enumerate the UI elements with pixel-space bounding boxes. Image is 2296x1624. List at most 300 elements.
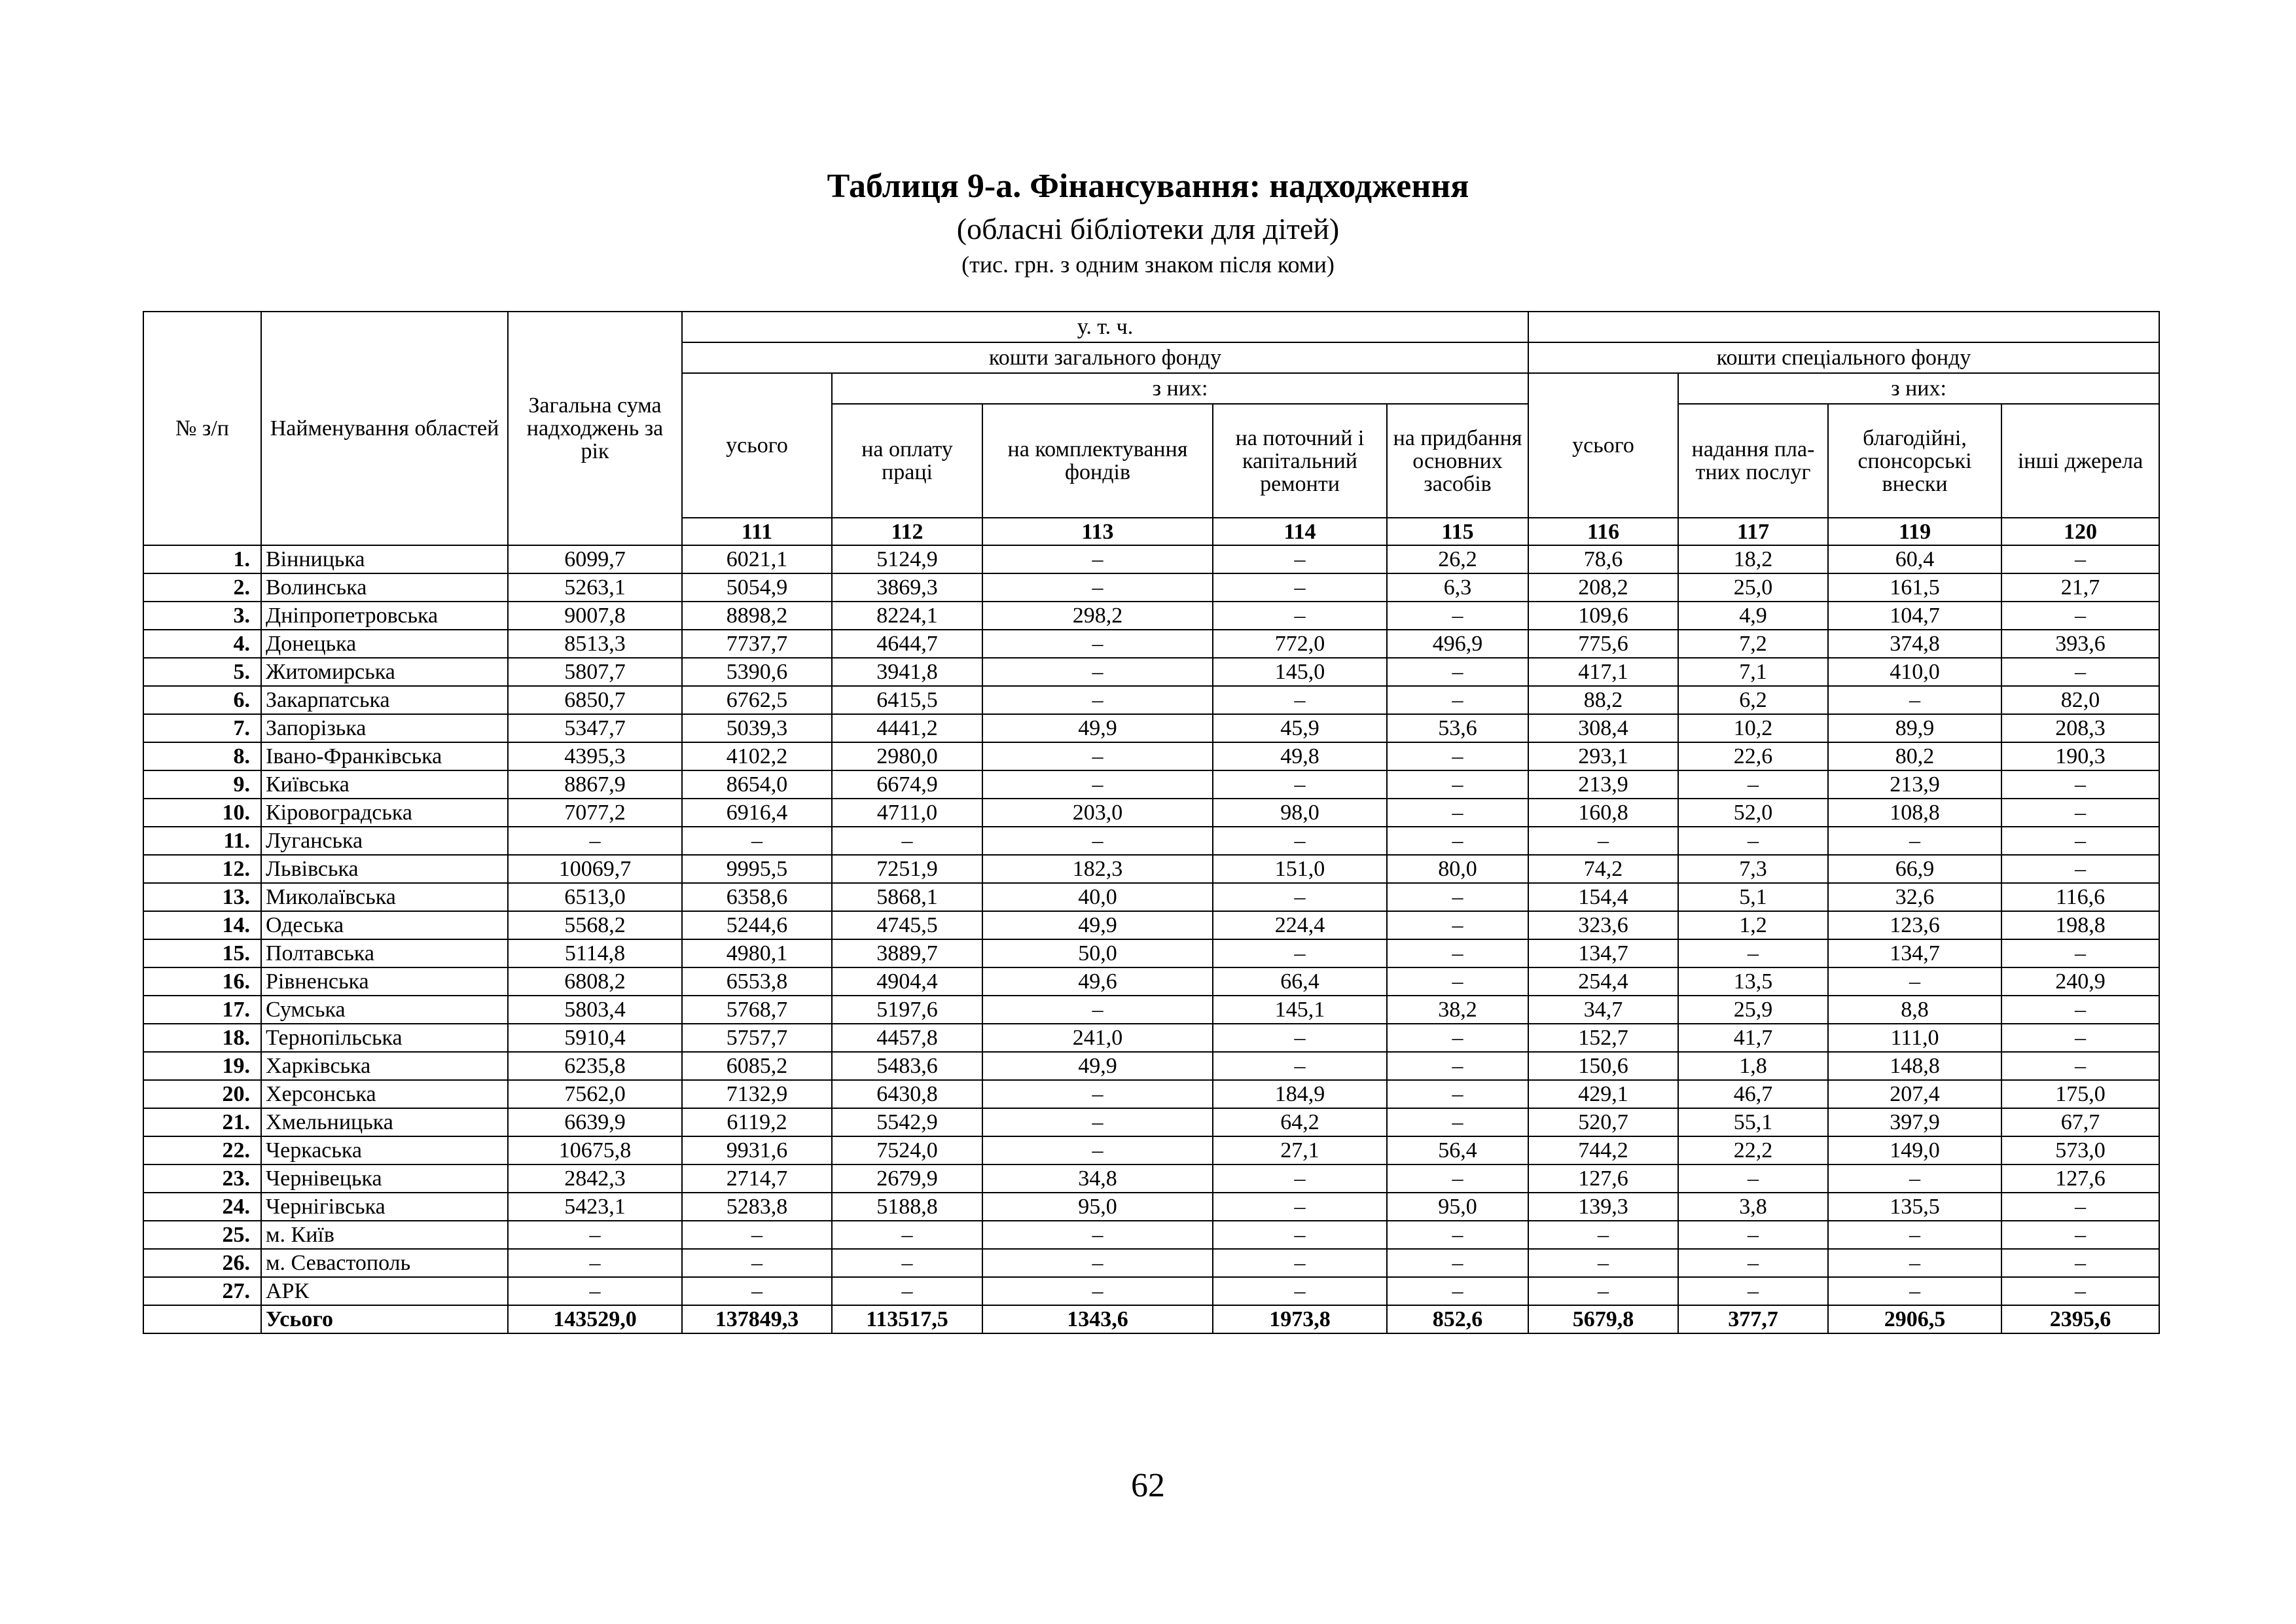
region-name: Миколаївська <box>261 883 508 911</box>
value-cell: 150,6 <box>1528 1052 1678 1080</box>
value-cell: 52,0 <box>1678 799 1828 827</box>
value-cell: 3869,3 <box>832 573 982 602</box>
value-cell: – <box>832 827 982 855</box>
value-cell: 1,2 <box>1678 911 1828 939</box>
value-cell: 4395,3 <box>508 742 682 770</box>
value-cell: 8898,2 <box>682 602 832 630</box>
value-cell: 149,0 <box>1828 1136 2001 1164</box>
row-number: 21. <box>143 1108 261 1136</box>
value-cell: 50,0 <box>982 939 1213 967</box>
header-of-which-special: з них: <box>1678 373 2159 404</box>
value-cell: – <box>1387 883 1528 911</box>
value-cell: 5807,7 <box>508 658 682 686</box>
row-number: 12. <box>143 855 261 883</box>
value-cell: 5868,1 <box>832 883 982 911</box>
table-body <box>143 545 2159 1333</box>
value-cell: 6119,2 <box>682 1108 832 1136</box>
table-row <box>143 545 2159 573</box>
value-cell: 5347,7 <box>508 714 682 742</box>
row-number: 4. <box>143 630 261 658</box>
table-row <box>143 827 2159 855</box>
header-paid-services: надання пла-тних послуг <box>1678 404 1828 518</box>
table-row <box>143 1193 2159 1221</box>
header-name: Найменування областей <box>261 312 508 545</box>
row-number: 15. <box>143 939 261 967</box>
value-cell: 18,2 <box>1678 545 1828 573</box>
table-row <box>143 602 2159 630</box>
value-cell: 8867,9 <box>508 770 682 799</box>
header-salary: на оплату праці <box>832 404 982 518</box>
value-cell: 4102,2 <box>682 742 832 770</box>
value-cell: – <box>508 1277 682 1305</box>
value-cell: 49,9 <box>982 714 1213 742</box>
value-cell: 67,7 <box>2001 1108 2159 1136</box>
value-cell: 4980,1 <box>682 939 832 967</box>
row-number: 22. <box>143 1136 261 1164</box>
value-cell: – <box>682 1277 832 1305</box>
value-cell: 5910,4 <box>508 1024 682 1052</box>
table-header <box>143 312 2159 545</box>
value-cell: 7737,7 <box>682 630 832 658</box>
row-number: 20. <box>143 1080 261 1108</box>
region-name: Луганська <box>261 827 508 855</box>
value-cell: 60,4 <box>1828 545 2001 573</box>
value-cell: – <box>1213 770 1387 799</box>
value-cell: 3889,7 <box>832 939 982 967</box>
region-name: Чернівецька <box>261 1164 508 1193</box>
value-cell: – <box>1213 573 1387 602</box>
region-name: м. Київ <box>261 1221 508 1249</box>
value-cell: 5483,6 <box>832 1052 982 1080</box>
value-cell: – <box>1387 602 1528 630</box>
row-number: 25. <box>143 1221 261 1249</box>
value-cell: 298,2 <box>982 602 1213 630</box>
region-name: Закарпатська <box>261 686 508 714</box>
value-cell: 8224,1 <box>832 602 982 630</box>
value-cell: – <box>1387 686 1528 714</box>
value-cell: 5679,8 <box>1528 1305 1678 1333</box>
row-number <box>143 1305 261 1333</box>
value-cell: – <box>1213 827 1387 855</box>
table-row <box>143 939 2159 967</box>
value-cell: 27,1 <box>1213 1136 1387 1164</box>
value-cell: 213,9 <box>1528 770 1678 799</box>
value-cell: 5768,7 <box>682 996 832 1024</box>
value-cell: 5423,1 <box>508 1193 682 1221</box>
value-cell: – <box>1213 1221 1387 1249</box>
value-cell: 4904,4 <box>832 967 982 996</box>
row-number: 10. <box>143 799 261 827</box>
value-cell: – <box>1387 911 1528 939</box>
row-number: 19. <box>143 1052 261 1080</box>
value-cell: 6,2 <box>1678 686 1828 714</box>
value-cell: 175,0 <box>2001 1080 2159 1108</box>
value-cell: 40,0 <box>982 883 1213 911</box>
value-cell: 134,7 <box>1528 939 1678 967</box>
value-cell: – <box>682 827 832 855</box>
header-general-fund: кошти загального фонду <box>682 342 1528 373</box>
region-name: Сумська <box>261 996 508 1024</box>
value-cell: 7,2 <box>1678 630 1828 658</box>
value-cell: 6674,9 <box>832 770 982 799</box>
value-cell: 4644,7 <box>832 630 982 658</box>
value-cell: 7251,9 <box>832 855 982 883</box>
value-cell: 9995,5 <box>682 855 832 883</box>
value-cell: – <box>982 827 1213 855</box>
row-number: 17. <box>143 996 261 1024</box>
column-code: 114 <box>1213 518 1387 545</box>
value-cell: 9007,8 <box>508 602 682 630</box>
header-special-fund: кошти спеціального фонду <box>1528 342 2159 373</box>
value-cell: 108,8 <box>1828 799 2001 827</box>
value-cell: 64,2 <box>1213 1108 1387 1136</box>
value-cell: 5054,9 <box>682 573 832 602</box>
value-cell: – <box>1828 1164 2001 1193</box>
value-cell: – <box>2001 996 2159 1024</box>
value-cell: – <box>1678 939 1828 967</box>
value-cell: – <box>1387 1052 1528 1080</box>
value-cell: 53,6 <box>1387 714 1528 742</box>
value-cell: 184,9 <box>1213 1080 1387 1108</box>
row-number: 8. <box>143 742 261 770</box>
value-cell: 6085,2 <box>682 1052 832 1080</box>
region-name: Харківська <box>261 1052 508 1080</box>
value-cell: 744,2 <box>1528 1136 1678 1164</box>
value-cell: 116,6 <box>2001 883 2159 911</box>
value-cell: 143529,0 <box>508 1305 682 1333</box>
value-cell: 34,8 <box>982 1164 1213 1193</box>
value-cell: 137849,3 <box>682 1305 832 1333</box>
value-cell: – <box>1213 1249 1387 1277</box>
region-name: Чернігівська <box>261 1193 508 1221</box>
value-cell: – <box>1213 883 1387 911</box>
value-cell: – <box>1828 686 2001 714</box>
region-name: Полтавська <box>261 939 508 967</box>
total-row <box>143 1305 2159 1333</box>
value-cell: 6513,0 <box>508 883 682 911</box>
value-cell: 9931,6 <box>682 1136 832 1164</box>
row-number: 26. <box>143 1249 261 1277</box>
value-cell: 21,7 <box>2001 573 2159 602</box>
value-cell: – <box>2001 770 2159 799</box>
value-cell: 151,0 <box>1213 855 1387 883</box>
value-cell: – <box>982 1136 1213 1164</box>
value-cell: – <box>1678 770 1828 799</box>
header-incl: у. т. ч. <box>682 312 1528 342</box>
value-cell: 6808,2 <box>508 967 682 996</box>
value-cell: 152,7 <box>1528 1024 1678 1052</box>
table-row <box>143 686 2159 714</box>
value-cell: 139,3 <box>1528 1193 1678 1221</box>
value-cell: – <box>1213 602 1387 630</box>
row-number: 2. <box>143 573 261 602</box>
row-number: 1. <box>143 545 261 573</box>
region-name: Івано-Франківська <box>261 742 508 770</box>
header-acquisition: на комплектування фондів <box>982 404 1213 518</box>
value-cell: 5,1 <box>1678 883 1828 911</box>
value-cell: 4711,0 <box>832 799 982 827</box>
value-cell: 6415,5 <box>832 686 982 714</box>
value-cell: – <box>1387 939 1528 967</box>
header-gen-total: усього <box>682 373 832 518</box>
value-cell: 4457,8 <box>832 1024 982 1052</box>
value-cell: 80,2 <box>1828 742 2001 770</box>
region-name: Київська <box>261 770 508 799</box>
table-row <box>143 658 2159 686</box>
region-name: Рівненська <box>261 967 508 996</box>
value-cell: 113517,5 <box>832 1305 982 1333</box>
value-cell: 2842,3 <box>508 1164 682 1193</box>
value-cell: 78,6 <box>1528 545 1678 573</box>
value-cell: – <box>1387 1249 1528 1277</box>
value-cell: 82,0 <box>2001 686 2159 714</box>
table-row <box>143 1024 2159 1052</box>
value-cell: 10069,7 <box>508 855 682 883</box>
value-cell: – <box>2001 1221 2159 1249</box>
value-cell: 240,9 <box>2001 967 2159 996</box>
value-cell: – <box>1213 1277 1387 1305</box>
value-cell: – <box>2001 1277 2159 1305</box>
value-cell: – <box>1387 799 1528 827</box>
value-cell: 6553,8 <box>682 967 832 996</box>
value-cell: 38,2 <box>1387 996 1528 1024</box>
row-number: 27. <box>143 1277 261 1305</box>
table-row <box>143 1249 2159 1277</box>
value-cell: 49,9 <box>982 911 1213 939</box>
value-cell: 6639,9 <box>508 1108 682 1136</box>
header-spec-total: усього <box>1528 373 1678 518</box>
value-cell: 5283,8 <box>682 1193 832 1221</box>
value-cell: 7524,0 <box>832 1136 982 1164</box>
value-cell: – <box>1387 770 1528 799</box>
value-cell: 6358,6 <box>682 883 832 911</box>
value-cell: – <box>1528 1221 1678 1249</box>
value-cell: – <box>1387 658 1528 686</box>
value-cell: – <box>1678 1221 1828 1249</box>
column-code: 117 <box>1678 518 1828 545</box>
value-cell: 111,0 <box>1828 1024 2001 1052</box>
value-cell: 323,6 <box>1528 911 1678 939</box>
table-row <box>143 855 2159 883</box>
row-number: 16. <box>143 967 261 996</box>
value-cell: 241,0 <box>982 1024 1213 1052</box>
value-cell: 6,3 <box>1387 573 1528 602</box>
value-cell: 2679,9 <box>832 1164 982 1193</box>
value-cell: 5124,9 <box>832 545 982 573</box>
value-cell: 109,6 <box>1528 602 1678 630</box>
row-number: 7. <box>143 714 261 742</box>
value-cell: 308,4 <box>1528 714 1678 742</box>
value-cell: 13,5 <box>1678 967 1828 996</box>
value-cell: – <box>832 1221 982 1249</box>
value-cell: 25,9 <box>1678 996 1828 1024</box>
value-cell: 145,0 <box>1213 658 1387 686</box>
table-title: Таблиця 9-а. Фінансування: надходження <box>827 168 1469 205</box>
value-cell: – <box>1828 827 2001 855</box>
value-cell: – <box>1828 1277 2001 1305</box>
region-name: АРК <box>261 1277 508 1305</box>
region-name: Усього <box>261 1305 508 1333</box>
value-cell: – <box>982 996 1213 1024</box>
value-cell: 49,6 <box>982 967 1213 996</box>
value-cell: 5197,6 <box>832 996 982 1024</box>
value-cell: 5114,8 <box>508 939 682 967</box>
value-cell: 4745,5 <box>832 911 982 939</box>
table-subtitle: (обласні бібліотеки для дітей) <box>956 212 1340 245</box>
value-cell: – <box>832 1249 982 1277</box>
value-cell: 2714,7 <box>682 1164 832 1193</box>
column-code: 120 <box>2001 518 2159 545</box>
value-cell: 74,2 <box>1528 855 1678 883</box>
value-cell: 208,3 <box>2001 714 2159 742</box>
value-cell: 6430,8 <box>832 1080 982 1108</box>
row-number: 18. <box>143 1024 261 1052</box>
value-cell: 393,6 <box>2001 630 2159 658</box>
value-cell: – <box>1213 939 1387 967</box>
value-cell: 496,9 <box>1387 630 1528 658</box>
value-cell: 8654,0 <box>682 770 832 799</box>
value-cell: – <box>1387 742 1528 770</box>
value-cell: – <box>1828 967 2001 996</box>
value-cell: 208,2 <box>1528 573 1678 602</box>
table-row <box>143 714 2159 742</box>
value-cell: – <box>2001 1193 2159 1221</box>
value-cell: 6099,7 <box>508 545 682 573</box>
value-cell: 80,0 <box>1387 855 1528 883</box>
value-cell: 5390,6 <box>682 658 832 686</box>
region-name: Хмельницька <box>261 1108 508 1136</box>
value-cell: – <box>508 1221 682 1249</box>
value-cell: – <box>1387 827 1528 855</box>
value-cell: 190,3 <box>2001 742 2159 770</box>
value-cell: 49,9 <box>982 1052 1213 1080</box>
value-cell: 154,4 <box>1528 883 1678 911</box>
value-cell: 5244,6 <box>682 911 832 939</box>
header-of-which-general: з них: <box>832 373 1528 404</box>
table-row <box>143 799 2159 827</box>
header-repair: на поточний і капітальний ремонти <box>1213 404 1387 518</box>
value-cell: 5263,1 <box>508 573 682 602</box>
value-cell: – <box>982 1249 1213 1277</box>
value-cell: 224,4 <box>1213 911 1387 939</box>
table-row <box>143 996 2159 1024</box>
value-cell: 1,8 <box>1678 1052 1828 1080</box>
value-cell: 7132,9 <box>682 1080 832 1108</box>
value-cell: 7,3 <box>1678 855 1828 883</box>
value-cell: – <box>1213 545 1387 573</box>
value-cell: 6762,5 <box>682 686 832 714</box>
value-cell: 161,5 <box>1828 573 2001 602</box>
row-number: 3. <box>143 602 261 630</box>
value-cell: – <box>2001 939 2159 967</box>
row-number: 13. <box>143 883 261 911</box>
value-cell: – <box>982 1080 1213 1108</box>
table-row <box>143 1221 2159 1249</box>
value-cell: – <box>1528 827 1678 855</box>
value-cell: – <box>982 573 1213 602</box>
value-cell: 397,9 <box>1828 1108 2001 1136</box>
value-cell: 8,8 <box>1828 996 2001 1024</box>
value-cell: – <box>2001 602 2159 630</box>
value-cell: 127,6 <box>2001 1164 2159 1193</box>
units-note: (тис. грн. з одним знаком після коми) <box>961 251 1335 278</box>
value-cell: 41,7 <box>1678 1024 1828 1052</box>
column-code: 115 <box>1387 518 1528 545</box>
header-charity: благодійні, спонсорські внески <box>1828 404 2001 518</box>
value-cell: 1973,8 <box>1213 1305 1387 1333</box>
row-number: 23. <box>143 1164 261 1193</box>
value-cell: – <box>982 770 1213 799</box>
value-cell: 7077,2 <box>508 799 682 827</box>
table-row <box>143 742 2159 770</box>
row-number: 5. <box>143 658 261 686</box>
value-cell: 852,6 <box>1387 1305 1528 1333</box>
value-cell: 49,8 <box>1213 742 1387 770</box>
value-cell: 6850,7 <box>508 686 682 714</box>
value-cell: 98,0 <box>1213 799 1387 827</box>
value-cell: 55,1 <box>1678 1108 1828 1136</box>
value-cell: – <box>2001 1024 2159 1052</box>
value-cell: 95,0 <box>1387 1193 1528 1221</box>
value-cell: 88,2 <box>1528 686 1678 714</box>
value-cell: – <box>982 1221 1213 1249</box>
value-cell: – <box>1213 1024 1387 1052</box>
row-number: 9. <box>143 770 261 799</box>
column-code: 113 <box>982 518 1213 545</box>
value-cell: – <box>1387 1164 1528 1193</box>
value-cell: – <box>1828 1249 2001 1277</box>
value-cell: 8513,3 <box>508 630 682 658</box>
value-cell: 10675,8 <box>508 1136 682 1164</box>
value-cell: 95,0 <box>982 1193 1213 1221</box>
region-name: Вінницька <box>261 545 508 573</box>
value-cell: – <box>982 545 1213 573</box>
region-name: м. Севастополь <box>261 1249 508 1277</box>
value-cell: – <box>508 1249 682 1277</box>
region-name: Черкаська <box>261 1136 508 1164</box>
table-row <box>143 1164 2159 1193</box>
row-number: 11. <box>143 827 261 855</box>
value-cell: – <box>1387 1221 1528 1249</box>
header-blank <box>1528 312 2159 342</box>
value-cell: – <box>2001 827 2159 855</box>
value-cell: – <box>682 1221 832 1249</box>
value-cell: 34,7 <box>1528 996 1678 1024</box>
value-cell: – <box>2001 799 2159 827</box>
value-cell: – <box>1213 1193 1387 1221</box>
value-cell: – <box>508 827 682 855</box>
region-name: Житомирська <box>261 658 508 686</box>
value-cell: – <box>982 1277 1213 1305</box>
value-cell: – <box>1678 1249 1828 1277</box>
value-cell: 254,4 <box>1528 967 1678 996</box>
value-cell: 5542,9 <box>832 1108 982 1136</box>
region-name: Одеська <box>261 911 508 939</box>
value-cell: 6235,8 <box>508 1052 682 1080</box>
table-row <box>143 630 2159 658</box>
value-cell: – <box>2001 545 2159 573</box>
value-cell: 429,1 <box>1528 1080 1678 1108</box>
value-cell: 4441,2 <box>832 714 982 742</box>
table-row <box>143 1052 2159 1080</box>
value-cell: 2395,6 <box>2001 1305 2159 1333</box>
value-cell: – <box>1213 686 1387 714</box>
value-cell: 135,5 <box>1828 1193 2001 1221</box>
value-cell: 89,9 <box>1828 714 2001 742</box>
value-cell: 26,2 <box>1387 545 1528 573</box>
table-row <box>143 1080 2159 1108</box>
value-cell: – <box>1213 1052 1387 1080</box>
